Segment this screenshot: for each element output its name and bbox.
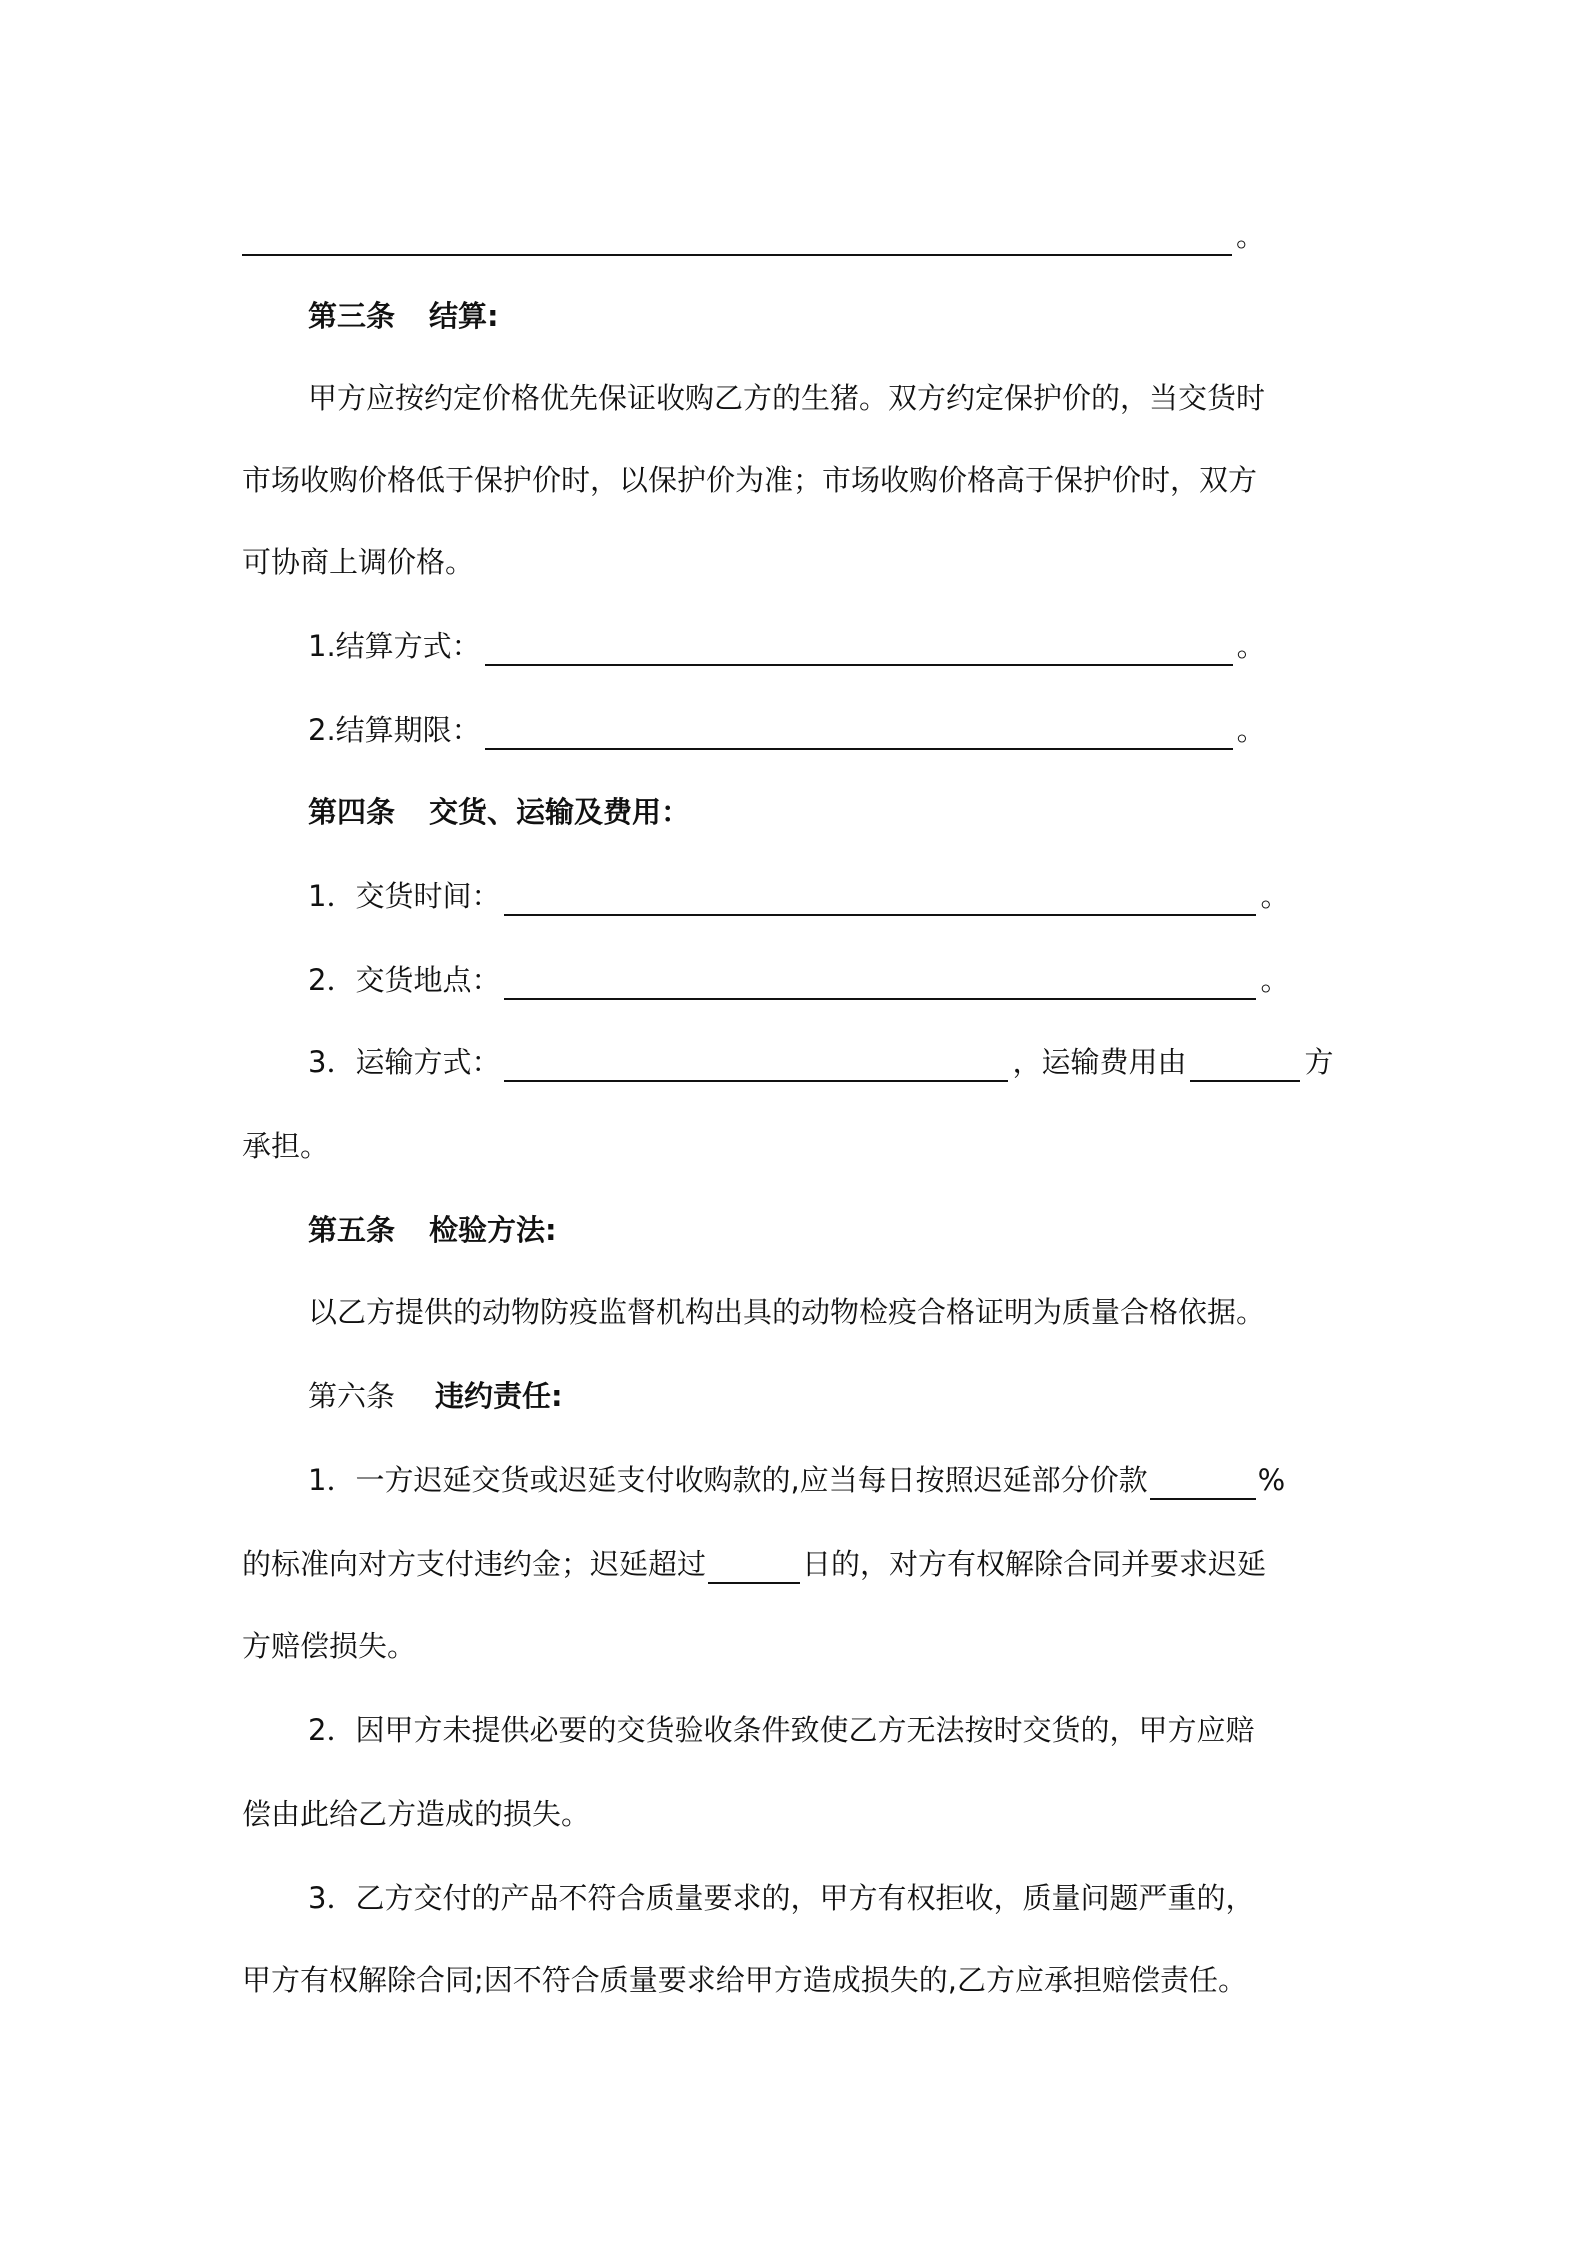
art3-item1 — [308, 626, 1266, 666]
art3-heading-title: 结算: — [429, 299, 499, 333]
art5-heading — [308, 1210, 557, 1250]
art6-heading-title: 违约责任: — [435, 1379, 563, 1413]
art6-item3-l1: 3．乙方交付的产品不符合质量要求的，甲方有权拒收，质量问题严重的， — [308, 1881, 1255, 1915]
art3-p1-l2: 市场收购价格低于保护价时，以保护价为准；市场收购价格高于保护价时，双方 — [242, 463, 1258, 497]
art6-item3-l2: 甲方有权解除合同;因不符合质量要求给甲方造成损失的,乙方应承担赔偿责任。 — [242, 1963, 1247, 1997]
art4-heading — [308, 792, 690, 832]
art4-heading-title: 交货、运输及费用： — [429, 795, 691, 829]
art3-p1-l1: 甲方应按约定价格优先保证收购乙方的生猪。双方约定保护价的，当交货时 — [308, 381, 1266, 415]
art6-item1-l1 — [308, 1460, 1285, 1500]
art4-item3-end: 方 — [1304, 1045, 1334, 1079]
art3-item2-label: 2.结算期限： — [308, 713, 481, 747]
art6-item1-blank-pct[interactable] — [1150, 1464, 1256, 1500]
art6-item1-text: 1．一方迟延交货或迟延支付收购款的,应当每日按照迟延部分价款 — [308, 1463, 1148, 1497]
art5-heading-num: 第五条 — [308, 1213, 396, 1247]
art3-item2 — [308, 710, 1266, 750]
art4-item2-blank[interactable] — [504, 964, 1256, 1000]
art4-item2-label: 2．交货地点： — [308, 963, 501, 997]
art3-p1-l3: 可协商上调价格。 — [242, 545, 475, 579]
art4-item3-blank-party[interactable] — [1190, 1046, 1300, 1082]
art4-item2 — [308, 960, 1289, 1000]
art5-heading-title: 检验方法: — [429, 1213, 557, 1247]
art3-item2-end: 。 — [1236, 713, 1266, 747]
lead-blank[interactable] — [242, 220, 1232, 256]
lead-line — [242, 216, 1265, 256]
art3-heading — [308, 296, 499, 336]
art6-item1-blank-days[interactable] — [708, 1548, 800, 1584]
art6-item2-l1: 2．因甲方未提供必要的交货验收条件致使乙方无法按时交货的，甲方应赔 — [308, 1713, 1255, 1747]
art3-item1-label: 1.结算方式： — [308, 629, 481, 663]
art4-heading-num: 第四条 — [308, 795, 396, 829]
art5-p1: 以乙方提供的动物防疫监督机构出具的动物检疫合格证明为质量合格依据。 — [308, 1295, 1266, 1329]
art6-item1-l2 — [242, 1544, 1266, 1584]
art4-item1 — [308, 876, 1289, 916]
art4-item1-end: 。 — [1260, 879, 1290, 913]
art6-item1-l2b: 日的，对方有权解除合同并要求迟延 — [802, 1547, 1267, 1581]
art6-item1-l2a: 的标准向对方支付违约金；迟延超过 — [242, 1547, 707, 1581]
art6-item1-l3: 方赔偿损失。 — [242, 1629, 417, 1663]
art3-heading-num: 第三条 — [308, 299, 396, 333]
art4-item3-label: 3．运输方式： — [308, 1045, 501, 1079]
art3-item1-end: 。 — [1236, 629, 1266, 663]
art3-item1-blank[interactable] — [485, 630, 1233, 666]
art6-heading-num: 第六条 — [308, 1379, 396, 1413]
art3-item2-blank[interactable] — [485, 714, 1233, 750]
art6-heading — [308, 1376, 563, 1416]
art4-item1-label: 1．交货时间： — [308, 879, 501, 913]
art4-item1-blank[interactable] — [504, 880, 1256, 916]
art6-item1-pct: % — [1257, 1463, 1286, 1497]
lead-end: 。 — [1236, 219, 1266, 253]
art4-item3-mid: ，运输费用由 — [1012, 1045, 1187, 1079]
art4-item3-blank-method[interactable] — [504, 1046, 1008, 1082]
art4-item3-l2: 承担。 — [242, 1129, 330, 1163]
art4-item3 — [308, 1042, 1333, 1082]
art4-item2-end: 。 — [1260, 963, 1290, 997]
art6-item2-l2: 偿由此给乙方造成的损失。 — [242, 1797, 591, 1831]
